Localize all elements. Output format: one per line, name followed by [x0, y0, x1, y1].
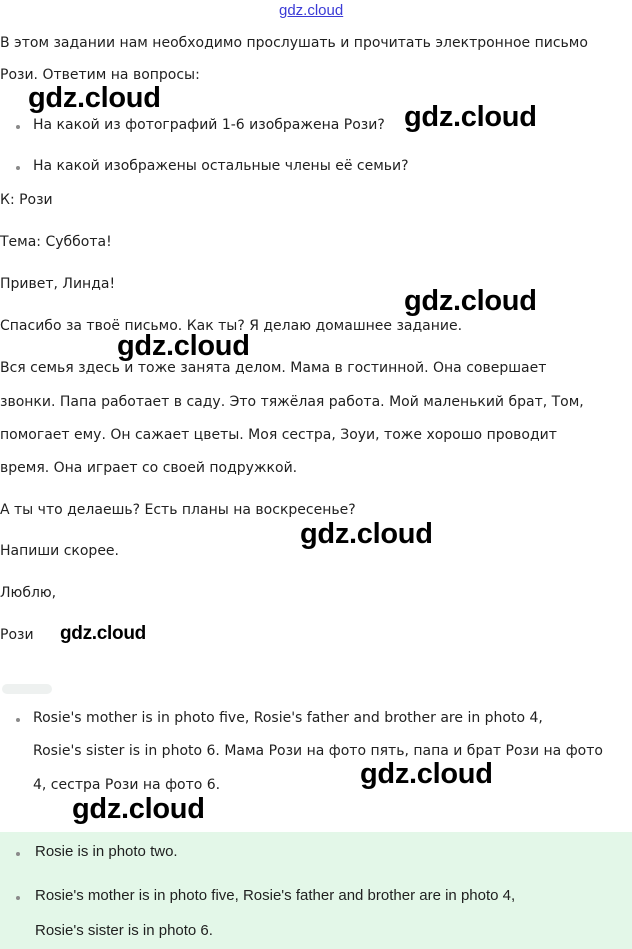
answer-translation-line-3: 4, сестра Рози на фото 6.: [33, 777, 221, 793]
collapsed-chip: [2, 684, 52, 694]
email-line-6: А ты что делаешь? Есть планы на воскресенье?: [0, 502, 356, 518]
intro-line-2: Рози. Ответим на вопросы:: [0, 67, 200, 83]
email-line-5: время. Она играет со своей подружкой.: [0, 460, 298, 476]
answer-item-1: Rosie is in photo two.: [35, 843, 178, 860]
watermark: gdz.cloud: [404, 101, 537, 133]
email-line-4: помогает ему. Он сажает цветы. Моя сестра, Зоуи, тоже хорошо проводит: [0, 427, 557, 443]
top-watermark: gdz.cloud: [279, 2, 344, 19]
answer-item-2-line-2: Rosie's sister is in photo 6.: [35, 922, 213, 939]
email-signature: Рози: [0, 627, 34, 643]
watermark: gdz.cloud: [60, 623, 146, 644]
watermark: gdz.cloud: [404, 285, 537, 317]
watermark: gdz.cloud: [300, 518, 433, 550]
bullet-icon: [16, 166, 20, 170]
answer-translation-line-2: Rosie's sister is in photo 6. Мама Рози на фото пять, папа и брат Рози на фото: [33, 743, 603, 759]
email-line-1: Спасибо за твоё письмо. Как ты? Я делаю домашнее задание.: [0, 318, 463, 334]
email-line-3: звонки. Папа работает в саду. Это тяжёлая работа. Мой маленький брат, Том,: [0, 394, 584, 410]
email-line-2: Вся семья здесь и тоже занята делом. Мама в гостинной. Она совершает: [0, 360, 547, 376]
answer-item-2-line-1: Rosie's mother is in photo five, Rosie's father and brother are in photo 4,: [35, 887, 516, 904]
email-greeting: Привет, Линда!: [0, 276, 116, 292]
email-closing: Люблю,: [0, 585, 57, 601]
bullet-icon: [16, 125, 20, 129]
bullet-icon: [16, 718, 20, 722]
email-line-7: Напиши скорее.: [0, 543, 119, 559]
watermark: gdz.cloud: [28, 82, 161, 114]
bullet-icon: [16, 852, 20, 856]
email-to: К: Рози: [0, 192, 53, 208]
watermark: gdz.cloud: [117, 330, 250, 362]
intro-line-1: В этом задании нам необходимо прослушать и прочитать электронное письмо: [0, 35, 588, 51]
watermark: gdz.cloud: [360, 758, 493, 790]
bullet-icon: [16, 896, 20, 900]
watermark: gdz.cloud: [72, 793, 205, 825]
email-subject: Тема: Суббота!: [0, 234, 112, 250]
answer-translation-line-1: Rosie's mother is in photo five, Rosie's father and brother are in photo 4,: [33, 710, 543, 726]
question-1: На какой из фотографий 1-6 изображена Рози?: [33, 117, 385, 133]
question-2: На какой изображены остальные члены её семьи?: [33, 158, 409, 174]
